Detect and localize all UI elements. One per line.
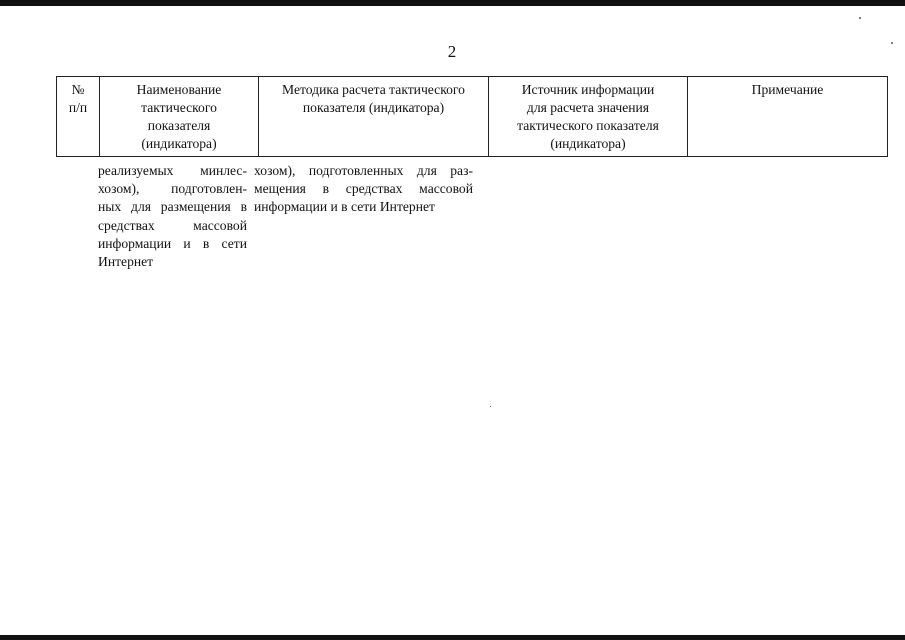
header-line: (индикатора) xyxy=(550,136,626,151)
continuation-calculation-method xyxy=(254,162,473,217)
header-line: (индикатора) xyxy=(141,136,217,151)
header-line: Примечание xyxy=(751,82,824,97)
text-line: мещения в средствах массовой xyxy=(254,181,473,197)
header-line: показателя (индикатора) xyxy=(302,100,445,115)
text-line: хозом), подготовлен- xyxy=(98,181,247,197)
scan-speck xyxy=(859,17,861,19)
text-line: ных для размещения в xyxy=(98,199,247,215)
header-cell-indicator-name xyxy=(100,77,259,157)
header-cell-information-source xyxy=(489,77,688,157)
header-line: тактического показателя xyxy=(517,118,659,133)
text-line: хозом), подготовленных для раз- xyxy=(254,163,473,178)
scan-edge-bottom xyxy=(0,635,905,640)
header-row xyxy=(57,77,888,157)
header-line: Наименование xyxy=(136,82,222,97)
text-line: информации и в сети xyxy=(98,235,247,251)
header-cell-number xyxy=(57,77,100,157)
text-line: Интернет xyxy=(98,253,154,269)
header-line: Источник информации xyxy=(521,82,655,97)
header-line: № xyxy=(71,82,85,97)
header-cell-note xyxy=(688,77,888,157)
header-line: Методика расчета тактического xyxy=(282,82,465,97)
header-line: тактического xyxy=(141,100,217,115)
scan-speck xyxy=(490,406,491,407)
header-line: для расчета значения xyxy=(526,100,650,115)
scan-edge-top xyxy=(0,0,905,6)
scan-speck xyxy=(891,42,893,44)
continuation-indicator-name xyxy=(98,162,247,271)
text-line: реализуемых минлес- xyxy=(98,163,247,178)
indicator-table-header xyxy=(56,76,888,157)
text-line: средствах массовой xyxy=(98,217,247,233)
text-line: информации и в сети Интернет xyxy=(254,199,435,215)
page-number: 2 xyxy=(447,42,457,61)
header-line: п/п xyxy=(68,100,88,115)
header-line: показателя xyxy=(147,118,211,133)
header-cell-calculation-method xyxy=(259,77,489,157)
